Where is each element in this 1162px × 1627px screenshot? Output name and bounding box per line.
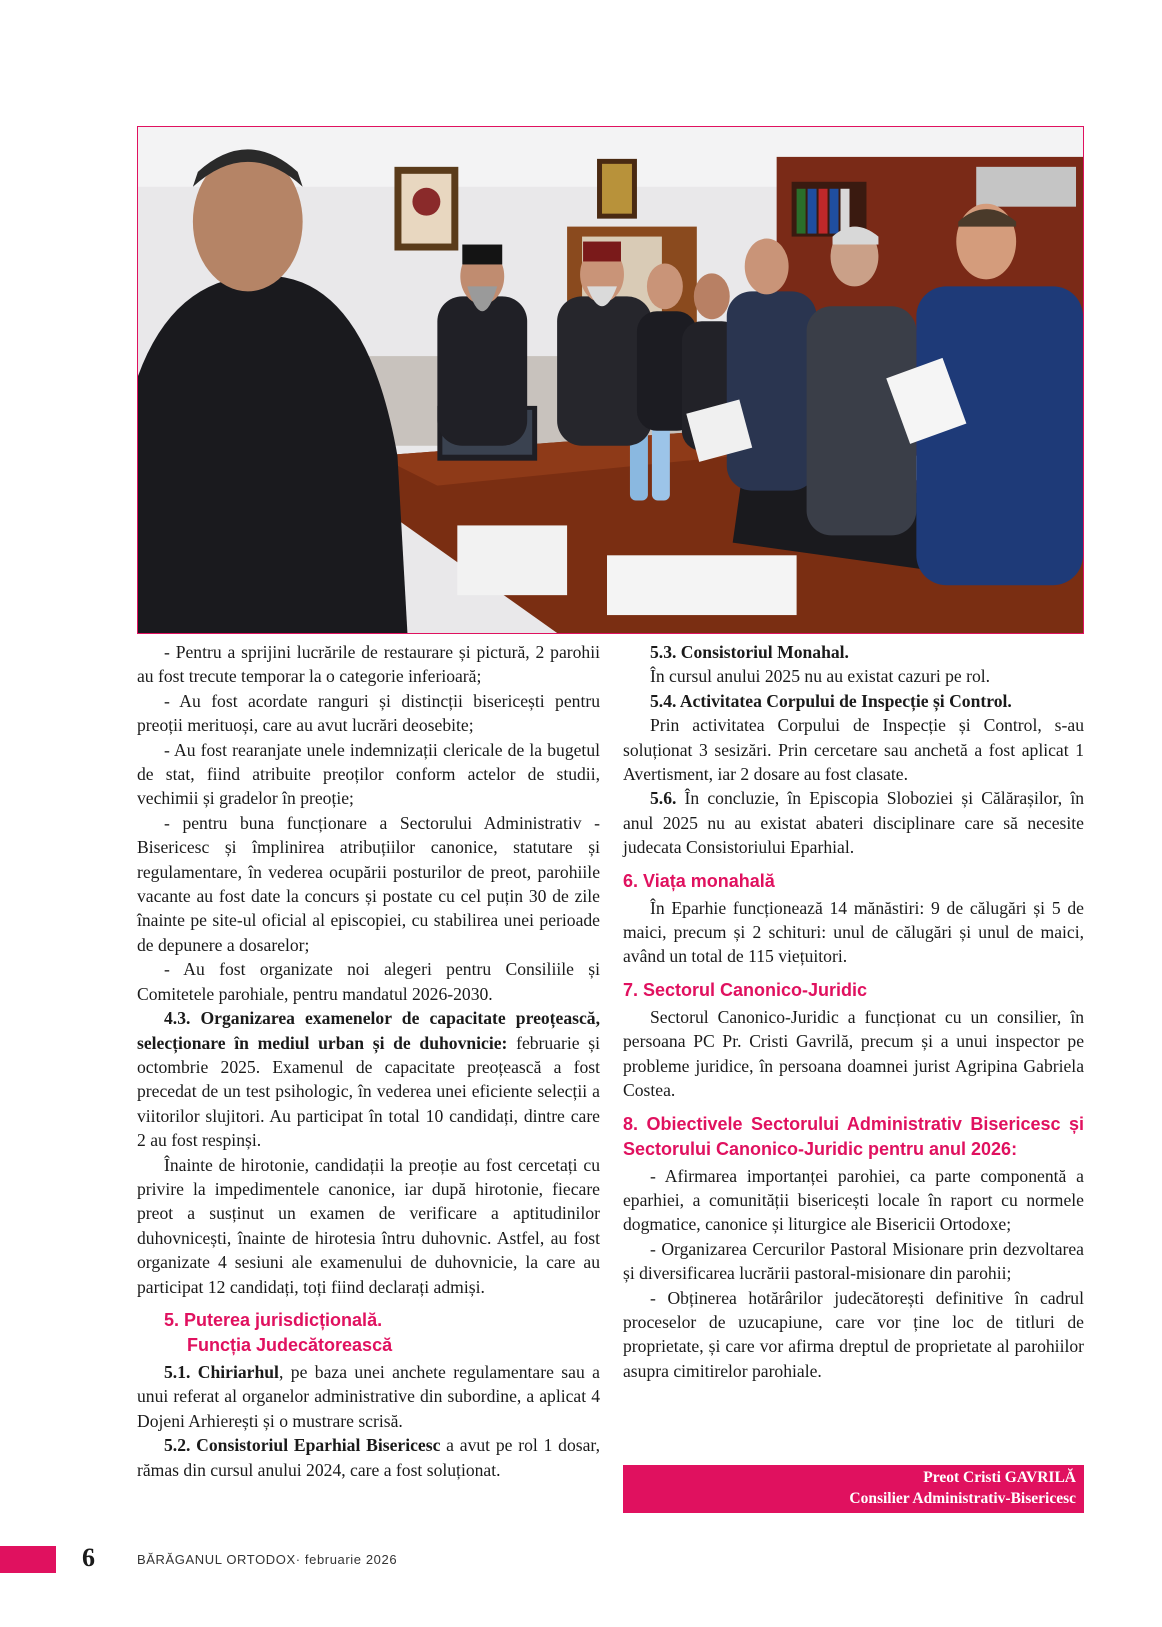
- exams-text: februarie și octombrie 2025. Examenul de capacitate preoțească a fost precedat de un test psihologic, în vederea unei eficiente selecții a viitorilor slujitori. Au participat în total 10 candidați, dintre care 2 au fost respinși.: [137, 1032, 600, 1151]
- section-5-4-title: [623, 689, 1084, 713]
- left-column: [137, 640, 600, 1482]
- section-5-3-title-text: 5.3. Consistoriul Monahal.: [650, 642, 849, 662]
- section-5-6-text: În concluzie, în Episcopia Sloboziei și Călărașilor, în anul 2025 nu au existat abateri disciplinare care să necesite judecata Consistoriului Eparhial.: [623, 788, 1084, 858]
- right-column: [623, 640, 1084, 1383]
- paragraph-vacant-parishes: - pentru buna funcționare a Sectorului Administrativ - Bisericesc și împlinirea atribuțiilor canonice, statutare și regulamentare, în vederea ocupării posturilor de preot, parohiile vacante au fost date la concurs și postate cu cel puțin 30 de zile înainte pe site-ul oficial al episcopiei, cu stabilirea unei perioade de depunere a dosarelor;: [137, 812, 600, 955]
- publication-issue: · februarie 2026: [295, 1552, 398, 1567]
- section-5-4-title-text: 5.4. Activitatea Corpului de Inspecție și Control.: [650, 690, 1012, 711]
- section-6-text: În Eparhie funcționează 14 mănăstiri: 9 de călugări și 5 de maici, precum și 2 schituri: unul de călugări și unul de maici, având un total de 115 viețuitori.: [623, 897, 1084, 967]
- footer-publication: [137, 1552, 397, 1567]
- section-5-4-text: Prin activitatea Corpului de Inspecție și Control, s-au soluționat 3 sesizări. Prin cercetare sau anchetă a fost aplicat 1 Avertisment, iar 2 dosare au fost clasate.: [623, 715, 1084, 785]
- author-signature: [623, 1465, 1084, 1513]
- section-7-text: Sectorul Canonico-Juridic a funcționat cu un consilier, în persoana PC Pr. Cristi Gavrilă, precum și a unui inspector pe probleme juridice, în persoana doamnei jurist Agripina Gabriela Costea.: [623, 1006, 1084, 1101]
- chiriarh-text: , pe baza unei anchete regulamentare sau a unui referat al organelor administrative din subordine, a aplicat 4 Dojeni Arhierești și o mustrare scrisă.: [137, 1361, 600, 1431]
- objective-court: - Obținerea hotărârilor judecătorești definitive în cadrul proceselor de uzucapiune, care vor ține loc de titluri de proprietate, și care vor afirma dreptul de proprietate al parohiilor asupra cimitirelor parohiale.: [623, 1287, 1084, 1381]
- exams-title: 4.3. Organizarea examenelor de capacitate preoțească, selecționare în mediul urban și de duhovnicie:: [137, 1008, 600, 1053]
- author-role: Consilier Administrativ-Bisericesc: [849, 1490, 1076, 1507]
- section-5-heading-line1: 5. Puterea jurisdicțională.: [164, 1309, 383, 1330]
- paragraph-ranks: - Au fost acordate ranguri și distincții bisericești pentru preoții merituoși, care au avut lucrări deosebite;: [137, 690, 600, 736]
- consistory-text: a avut pe rol 1 dosar, rămas din cursul anului 2024, care a fost soluționat.: [137, 1435, 600, 1480]
- author-name: Preot Cristi GAVRILĂ: [923, 1469, 1076, 1486]
- paragraph-chiriarh: [137, 1360, 600, 1433]
- section-5-6-number: 5.6.: [650, 788, 677, 809]
- objective-circles: - Organizarea Cercurilor Pastoral Misionare prin dezvoltarea și diversificarea lucrării pastoral-misionare din parohii;: [623, 1238, 1084, 1284]
- meeting-photo-icon: [138, 127, 1083, 633]
- section-5-3-text: În cursul anului 2025 nu au existat cazuri pe rol.: [650, 666, 991, 687]
- section-5-6: [623, 786, 1084, 859]
- chiriarh-title: 5.1. Chiriarhul: [164, 1361, 279, 1382]
- objective-parish: - Afirmarea importanței parohiei, ca parte componentă a eparhiei, a comunității bisericești locale în raport cu normele dogmatice, canonice și liturgice ale Bisericii Ortodoxe;: [623, 1165, 1084, 1235]
- section-5-3-title: [623, 640, 1084, 664]
- section-5-heading-line2: Funcția Judecătorească: [187, 1334, 393, 1355]
- paragraph-consistory: [137, 1433, 600, 1482]
- section-6-heading: 6. Viața monahală: [623, 870, 775, 891]
- meeting-photo: [137, 126, 1084, 634]
- paragraph-indemnities: - Au fost rearanjate unele indemnizații clericale de la bugetul de stat, fiind atribuite preoților conform actelor de studii, vechimii și gradelor în preoție;: [137, 739, 600, 809]
- paragraph-elections: - Au fost organizate noi alegeri pentru Consiliile și Comitetele parohiale, pentru mandatul 2026-2030.: [137, 959, 600, 1004]
- section-5-heading: [137, 1308, 600, 1358]
- footer-accent-bar: [0, 1546, 56, 1573]
- publication-name: BĂRĂGANUL ORTODOX: [137, 1552, 296, 1567]
- section-8-heading: 8. Obiectivele Sectorului Administrativ Bisericesc și Sectorului Canonico-Juridic pentru anul 2026:: [623, 1113, 1084, 1159]
- paragraph-restoration: - Pentru a sprijini lucrările de restaurare și pictură, 2 parohii au fost trecute temporar la o categorie inferioară;: [137, 642, 600, 687]
- paragraph-exams: [137, 1006, 600, 1152]
- consistory-title: 5.2. Consistoriul Eparhial Bisericesc: [164, 1435, 441, 1456]
- paragraph-ordination: Înainte de hirotonie, candidații la preoție au fost cercetați cu privire la impedimentele canonice, iar după hirotonie, fiecare preot a susținut un examen de verificare a aptitudinilor duhovnicești, înainte de hirotesia întru duhovnic. Astfel, au fost organizate 4 sesiuni ale examenului de duhovnicie, la care au participat 12 candidați, toți fiind declarați admiși.: [137, 1154, 600, 1297]
- page-number: 6: [82, 1543, 95, 1572]
- section-7-heading: 7. Sectorul Canonico-Juridic: [623, 979, 868, 1000]
